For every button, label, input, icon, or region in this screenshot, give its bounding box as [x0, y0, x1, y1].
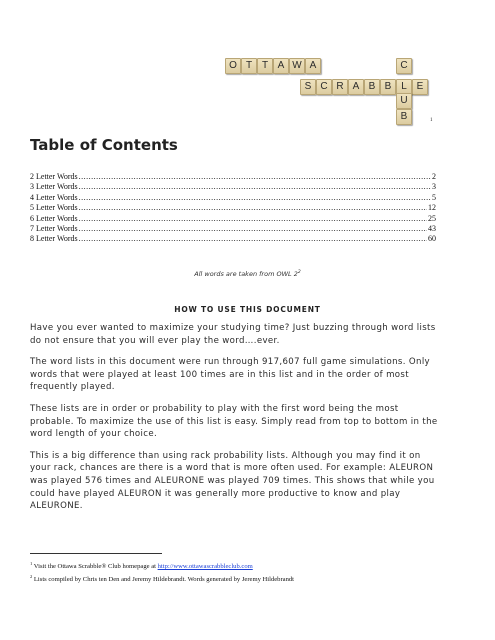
- toc-entry-label: 8 Letter Words: [30, 234, 78, 244]
- footnote-divider: [30, 553, 162, 554]
- logo-tile: U: [396, 93, 412, 109]
- footnote-text: Visit the Ottawa Scrabble® Club homepage at: [33, 563, 158, 571]
- source-footnote-marker: 2: [297, 270, 301, 275]
- logo-tile: B: [364, 79, 380, 95]
- logo-footnote-marker: 1: [430, 118, 433, 123]
- toc-leader: [79, 203, 427, 212]
- club-homepage-link[interactable]: http://www.ottawascrabbleclub.com: [157, 563, 253, 571]
- toc-entry[interactable]: [30, 224, 436, 234]
- toc-entry-page: 3: [432, 182, 436, 192]
- toc-entry-label: 3 Letter Words: [30, 182, 78, 192]
- logo-tile: A: [348, 79, 364, 95]
- toc-entry[interactable]: [30, 203, 436, 213]
- toc-entry[interactable]: [30, 193, 436, 203]
- logo-tile: T: [241, 58, 257, 74]
- toc-entry-label: 5 Letter Words: [30, 203, 78, 213]
- logo-tile: C: [316, 79, 332, 95]
- body-paragraph: Have you ever wanted to maximize your studying time? Just buzzing through word lists do not ensure that you will ever play the word….ever.: [30, 323, 436, 346]
- toc-leader: [79, 234, 427, 243]
- logo-tile: E: [412, 79, 428, 95]
- club-logo: [225, 55, 425, 127]
- logo-tile: W: [289, 58, 305, 74]
- page-title: Table of Contents: [30, 136, 178, 154]
- toc-entry[interactable]: [30, 234, 436, 244]
- toc-entry-label: 4 Letter Words: [30, 192, 78, 202]
- logo-tile: S: [300, 79, 316, 95]
- toc-entry-page: 5: [432, 192, 436, 202]
- toc-leader: [79, 182, 431, 191]
- toc-entry[interactable]: [30, 214, 436, 224]
- logo-tile: R: [332, 79, 348, 95]
- footnotes: [30, 559, 470, 585]
- toc-entry-page: 43: [428, 223, 436, 233]
- toc-entry[interactable]: [30, 182, 436, 192]
- body-text: [30, 322, 440, 522]
- source-note: [0, 270, 495, 278]
- toc-list: [30, 172, 436, 245]
- toc-leader: [79, 193, 431, 202]
- logo-tile: A: [305, 58, 321, 74]
- logo-tile: B: [396, 109, 412, 125]
- body-paragraph: The word lists in this document were run through 917,607 full game simulations. Only words that were played at least 100 times are in this list and in the order of most frequently played.: [30, 357, 430, 393]
- toc-entry-page: 25: [428, 213, 436, 223]
- toc-leader: [79, 172, 431, 181]
- footnote: [30, 572, 470, 585]
- footnote-number: 2: [30, 574, 33, 580]
- logo-tile: A: [273, 58, 289, 74]
- logo-tile: C: [396, 58, 412, 74]
- logo-tile: O: [225, 58, 241, 74]
- toc-leader: [79, 224, 427, 233]
- toc-entry-page: 2: [432, 172, 436, 181]
- footnote: [30, 559, 470, 572]
- toc-entry-page: 12: [428, 203, 436, 213]
- logo-tile: T: [257, 58, 273, 74]
- footnote-text: Lists compiled by Chris ten Den and Jeremy Hildebrandt. Words generated by Jeremy Hildebrandt: [33, 576, 295, 584]
- logo-tile: L: [396, 79, 412, 95]
- toc-entry-label: 2 Letter Words: [30, 172, 78, 181]
- section-heading: HOW TO USE THIS DOCUMENT: [174, 305, 321, 314]
- toc-entry-label: 7 Letter Words: [30, 223, 78, 233]
- footnote-number: 1: [30, 561, 33, 566]
- toc-entry-label: 6 Letter Words: [30, 213, 78, 223]
- toc-leader: [79, 214, 427, 223]
- toc-entry-page: 60: [428, 234, 436, 244]
- logo-tile: B: [380, 79, 396, 95]
- body-paragraph: These lists are in order or probability to play with the first word being the most probable. To maximize the use of this list is easy. Simply read from top to bottom in the word length of your choice.: [30, 403, 438, 440]
- body-paragraph: This is a big difference than using rack probability lists. Although you may find it on your rack, chances are there is a word that is more often used. For example: ALEURON was played 576 times and ALEURONE was played 709 times. This shows that while you could have played ALEURON it was generally more productive to know and play ALEURONE.: [30, 450, 435, 512]
- source-text: All words are taken from OWL 2: [194, 270, 298, 279]
- toc-entry[interactable]: [30, 172, 436, 182]
